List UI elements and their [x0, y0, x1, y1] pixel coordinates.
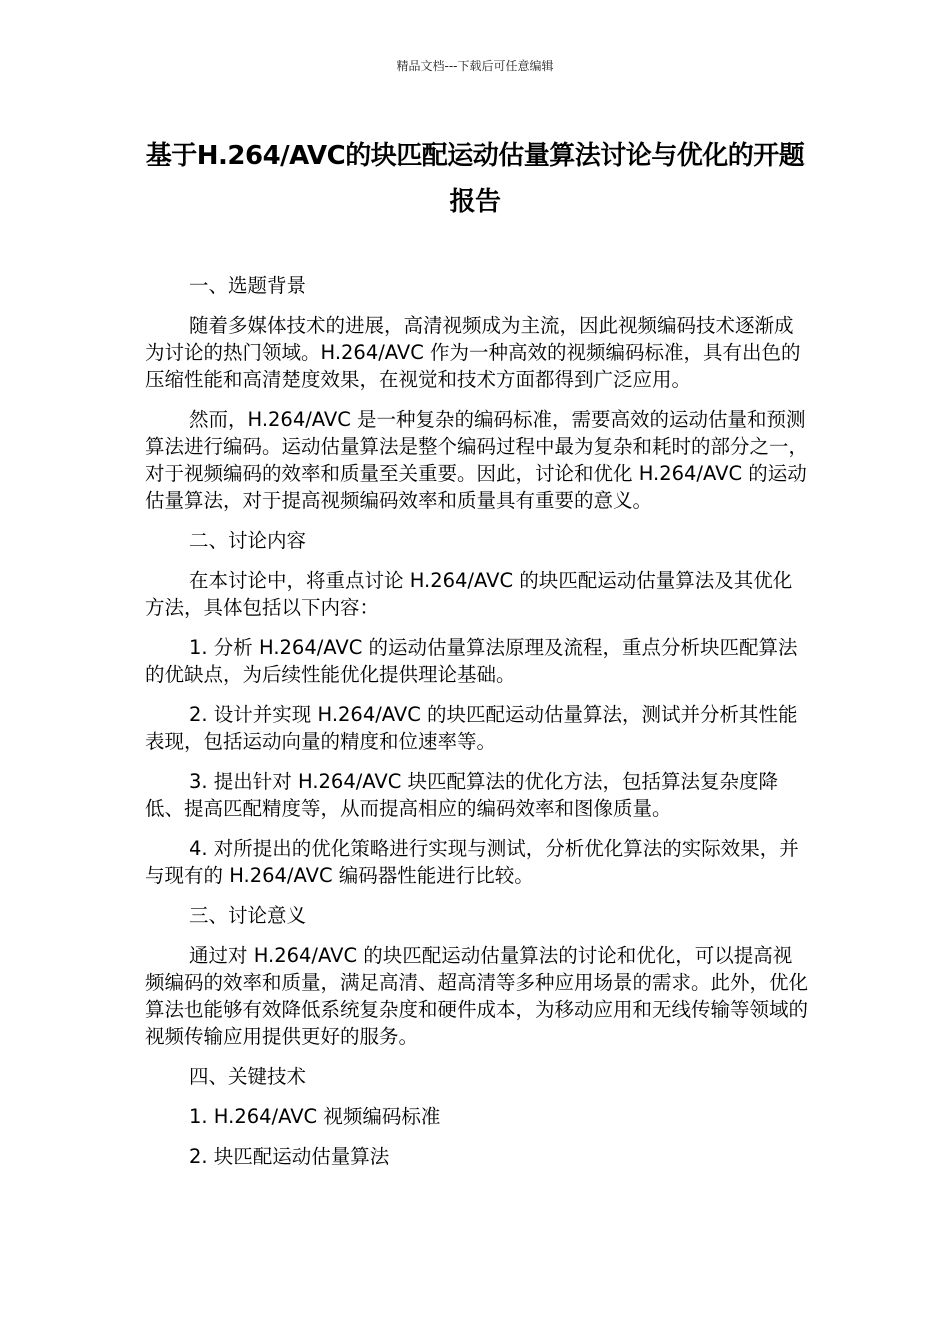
list-item: 4. 对所提出的优化策略进行实现与测试，分析优化算法的实际效果，并与现有的 H.264/AVC 编码器性能进行比较。 — [145, 837, 799, 887]
section-heading-content: 二、讨论内容 — [189, 529, 307, 552]
list-item: 2. 块匹配运动估量算法 — [189, 1145, 390, 1168]
list-item: 1. 分析 H.264/AVC 的运动估量算法原理及流程，重点分析块匹配算法的优缺点，为后续性能优化提供理论基础。 — [145, 636, 798, 686]
paragraph: 通过对 H.264/AVC 的块匹配运动估量算法的讨论和优化，可以提高视频编码的效率和质量，满足高清、超高清等多种应用场景的需求。此外，优化算法也能够有效降低系统复杂度和硬件成本，为移动应用和无线传输等领域的视频传输应用提供更好的服务。 — [145, 944, 809, 1048]
paragraph: 然而，H.264/AVC 是一种复杂的编码标准，需要高效的运动估量和预测算法进行编码。运动估量算法是整个编码过程中最为复杂和耗时的部分之一，对于视频编码的效率和质量至关重要。因此，讨论和优化 H.264/AVC 的运动估量算法，对于提高视频编码效率和质量具有重要的意义。 — [145, 408, 809, 512]
section-heading-background: 一、选题背景 — [189, 274, 307, 297]
document-body — [145, 272, 810, 1183]
list-item: 2. 设计并实现 H.264/AVC 的块匹配运动估量算法，测试并分析其性能表现，包括运动向量的精度和位速率等。 — [145, 703, 798, 753]
document-title: 基于H.264/AVC的块匹配运动估量算法讨论与优化的开题报告 — [145, 141, 805, 217]
section-heading-key-tech: 四、关键技术 — [189, 1065, 307, 1088]
list-item: 3. 提出针对 H.264/AVC 块匹配算法的优化方法，包括算法复杂度降低、提高匹配精度等，从而提高相应的编码效率和图像质量。 — [145, 770, 779, 820]
list-item: 1. H.264/AVC 视频编码标准 — [189, 1105, 441, 1128]
paragraph: 在本讨论中，将重点讨论 H.264/AVC 的块匹配运动估量算法及其优化方法，具体包括以下内容： — [145, 569, 793, 619]
section-heading-significance: 三、讨论意义 — [189, 904, 307, 927]
header-note: 精品文档---下载后可任意编辑 — [396, 59, 554, 73]
paragraph: 随着多媒体技术的进展，高清视频成为主流，因此视频编码技术逐渐成为讨论的热门领域。H.264/AVC 作为一种高效的视频编码标准，具有出色的压缩性能和高清楚度效果，在视觉和技术方面都得到广泛应用。 — [145, 314, 801, 391]
